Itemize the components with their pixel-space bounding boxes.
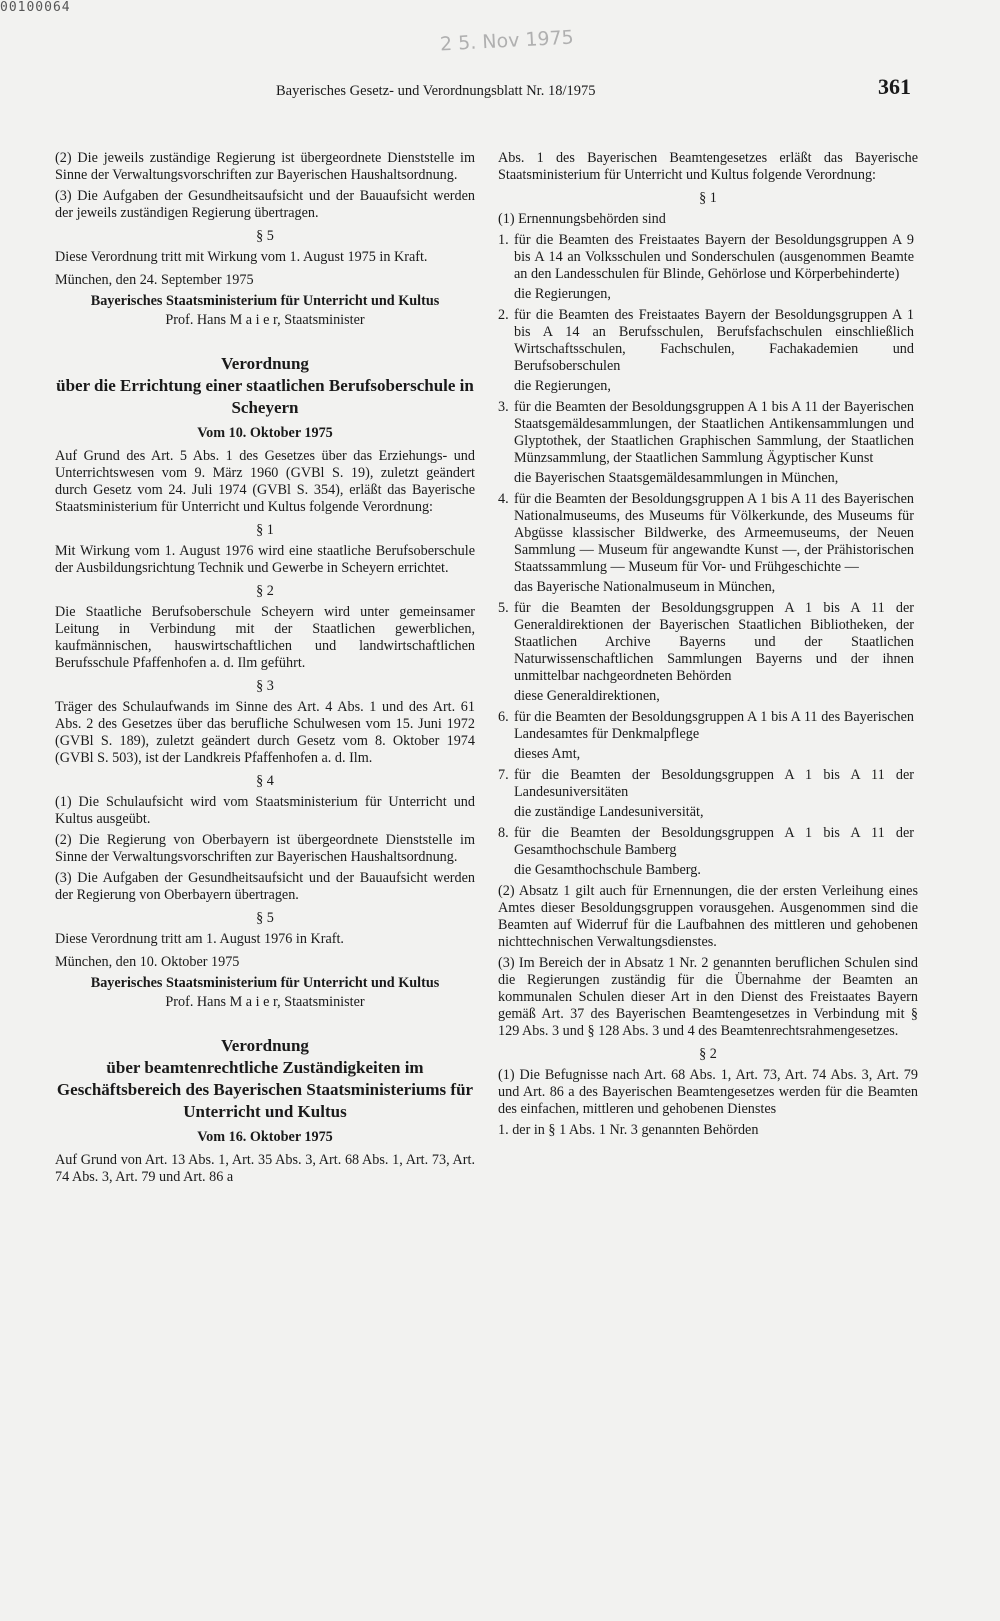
decree-1-section-4-para-3: (3) Die Aufgaben der Gesundheitsaufsicht und der Bauaufsicht werden der Regierung von Oberbayern übertragen. xyxy=(55,870,475,903)
decree-1-signer: Prof. Hans M a i e r, Staatsminister xyxy=(165,994,365,1010)
list-item xyxy=(498,709,918,763)
item-authority: dieses Amt, xyxy=(514,746,581,762)
item-authority: das Bayerische Nationalmuseum in München, xyxy=(514,579,776,595)
decree-1-section-3-text: Träger des Schulaufwands im Sinne des Art. 4 Abs. 1 und des Art. 61 Abs. 2 des Gesetzes über das berufliche Schulwesen vom 15. Juni 1972 (GVBl S. 189), zuletzt geändert durch Gesetz vom 8. Oktober 1974 (GVBl S. 503), ist der Landkreis Pfaffenhofen a. d. Ilm. xyxy=(55,699,475,766)
decree-1-section-2-text: Die Staatliche Berufsoberschule Scheyern wird unter gemeinsamer Leitung in Verbindung mit der Staatlichen gewerblichen, kaufmännischen, hauswirtschaftlichen und landwirtschaftlichen Berufsschule Pfaffenhofen a. d. Ilm geführt. xyxy=(55,604,475,671)
prev-section-5-text: Diese Verordnung tritt mit Wirkung vom 1. August 1975 in Kraft. xyxy=(55,249,428,265)
decree-1-title-line1: Verordnung xyxy=(221,354,309,373)
item-number: 8. xyxy=(498,825,509,841)
item-text: für die Beamten der Besoldungsgruppen A 1 bis A 11 des Bayerischen Landesamtes für Denkmalpflege xyxy=(514,709,914,742)
item-number: 2. xyxy=(498,307,509,323)
decree-1-title xyxy=(55,353,475,419)
item-authority: die Regierungen, xyxy=(514,286,611,302)
list-item xyxy=(498,399,918,487)
page-number: 361 xyxy=(878,74,911,99)
item-number: 3. xyxy=(498,399,509,415)
left-column xyxy=(55,150,475,1190)
prev-signer: Prof. Hans M a i e r, Staatsminister xyxy=(165,312,365,328)
item-number: 5. xyxy=(498,600,509,616)
prev-section-5-heading: § 5 xyxy=(256,228,274,244)
decree-2-preamble: Auf Grund von Art. 13 Abs. 1, Art. 35 Abs. 3, Art. 68 Abs. 1, Art. 73, Art. 74 Abs. 3, Art. 79 und Art. 86 a xyxy=(55,1152,475,1185)
decree-2-section-1-para-2: (2) Absatz 1 gilt auch für Ernennungen, die der ersten Verleihung eines Amtes dieser Besoldungsgruppen vorausgehen. Ausgenommen sind die Beamten auf Widerruf für die Laufbahnen des mittleren und gehobenen nichttechnischen Verwaltungsdienstes. xyxy=(498,883,918,950)
decree-2-section-1-para-3: (3) Im Bereich der in Absatz 1 Nr. 2 genannten beruflichen Schulen sind die Regierungen zuständig für die Übernahme der Beamten an kommunalen Schulen dieser Art in den Dienst des Freistaates Bayern gemäß Art. 37 des Bayerischen Beamtengesetzes in Verbindung mit § 129 Abs. 3 und § 128 Abs. 3 und 4 des Beamtenrechtsrahmengesetzes. xyxy=(498,955,918,1039)
decree-1-preamble: Auf Grund des Art. 5 Abs. 1 des Gesetzes über das Erziehungs- und Unterrichtswesen vom 9. März 1960 (GVBl S. 19), zuletzt geändert durch Gesetz vom 24. Juli 1974 (GVBl S. 354), erläßt das Bayerische Staatsministerium für Unterricht und Kultus folgende Verordnung: xyxy=(55,448,475,515)
item-text: für die Beamten des Freistaates Bayern der Besoldungsgruppen A 9 bis A 14 an Volksschulen und Sonderschulen (ausgenommen Beamte an den Landesschulen für Blinde, Gehörlose und Körperbehinderte) xyxy=(514,232,914,282)
decree-1-section-4-para-1: (1) Die Schulaufsicht wird vom Staatsministerium für Unterricht und Kultus ausgeübt. xyxy=(55,794,475,827)
decree-1-section-4-para-2: (2) Die Regierung von Oberbayern ist übergeordnete Dienststelle im Sinne der Verwaltungsvorschriften zur Bayerischen Haushaltsordnung. xyxy=(55,832,475,865)
list-item xyxy=(498,600,918,705)
decree-2-preamble-continued: Abs. 1 des Bayerischen Beamtengesetzes erläßt das Bayerische Staatsministerium für Unterricht und Kultus folgende Verordnung: xyxy=(498,150,918,183)
page-edge-number: 00100064 xyxy=(0,0,71,15)
list-item xyxy=(498,307,918,395)
item-authority: die Gesamthochschule Bamberg. xyxy=(514,862,701,878)
item-text: für die Beamten des Freistaates Bayern der Besoldungsgruppen A 1 bis A 14 an Berufsschulen, Berufsfachschulen einschließlich Wirtschaftsschulen, Fachschulen, Fachakademien und Berufsoberschulen xyxy=(514,307,914,374)
prev-paragraph-2: (2) Die jeweils zuständige Regierung ist übergeordnete Dienststelle im Sinne der Verwaltungsvorschriften zur Bayerischen Haushaltsordnung. xyxy=(55,150,475,183)
decree-2-section-2-item-1: 1. der in § 1 Abs. 1 Nr. 3 genannten Behörden xyxy=(498,1122,759,1138)
decree-1-place-date: München, den 10. Oktober 1975 xyxy=(55,954,240,970)
item-text: für die Beamten der Besoldungsgruppen A 1 bis A 11 des Bayerischen Nationalmuseums, des Museums für Völkerkunde, des Museums für Abgüsse klassischer Bildwerke, des Armeemuseums, der Neuen Sammlung — Museum für angewandte Kunst —, der Prähistorischen Staatssammlung — Museum für Vor- und Frühgeschichte — xyxy=(514,491,914,575)
decree-1-date: Vom 10. Oktober 1975 xyxy=(197,425,333,441)
item-authority: die Regierungen, xyxy=(514,378,611,394)
item-number: 4. xyxy=(498,491,509,507)
item-authority: die zuständige Landesuniversität, xyxy=(514,804,704,820)
decree-2-section-1-para-1: (1) Ernennungsbehörden sind xyxy=(498,211,666,227)
decree-2-section-1-heading: § 1 xyxy=(699,190,717,206)
decree-2-title xyxy=(55,1035,475,1123)
decree-1-ministry: Bayerisches Staatsministerium für Unterricht und Kultus xyxy=(90,975,440,991)
running-header: Bayerisches Gesetz- und Verordnungsblatt Nr. 18/1975 xyxy=(276,83,596,99)
decree-2-date: Vom 16. Oktober 1975 xyxy=(197,1129,333,1145)
decree-1-section-5-heading: § 5 xyxy=(256,910,274,926)
decree-2-section-2-heading: § 2 xyxy=(699,1046,717,1062)
receipt-stamp: 2 5. Nov 1975 xyxy=(439,26,575,56)
list-item xyxy=(498,491,918,596)
item-text: für die Beamten der Besoldungsgruppen A 1 bis A 11 der Landesuniversitäten xyxy=(514,767,914,800)
item-text: für die Beamten der Besoldungsgruppen A 1 bis A 11 der Generaldirektionen der Bayerischen Staatlichen Bibliotheken, der Staatlichen Archive Bayerns und der Staatlichen Naturwissenschaftlichen Sammlungen Bayerns und der ihnen unmittelbar nachgeordneten Behörden xyxy=(514,600,914,684)
item-number: 7. xyxy=(498,767,509,783)
list-item xyxy=(498,825,918,879)
decree-1-section-5-text: Diese Verordnung tritt am 1. August 1976 in Kraft. xyxy=(55,931,344,947)
appointing-authorities-list xyxy=(498,232,918,879)
item-authority: die Bayerischen Staatsgemäldesammlungen in München, xyxy=(514,470,839,486)
prev-place-date: München, den 24. September 1975 xyxy=(55,272,254,288)
decree-2-section-2-para-1: (1) Die Befugnisse nach Art. 68 Abs. 1, Art. 73, Art. 74 Abs. 3, Art. 79 und Art. 86 a des Bayerischen Beamtengesetzes werden für die Beamten des einfachen, mittleren und gehobenen Dienstes xyxy=(498,1067,918,1117)
decree-2-title-line1: Verordnung xyxy=(221,1036,309,1055)
decree-1-section-3-heading: § 3 xyxy=(256,678,274,694)
right-column xyxy=(498,150,918,1143)
prev-ministry: Bayerisches Staatsministerium für Unterricht und Kultus xyxy=(90,293,440,309)
item-number: 1. xyxy=(498,232,509,248)
decree-1-section-1-text: Mit Wirkung vom 1. August 1976 wird eine staatliche Berufsoberschule der Ausbildungsrichtung Technik und Gewerbe in Scheyern errichtet. xyxy=(55,543,475,576)
decree-1-title-line2: über die Errichtung einer staatlichen Berufsoberschule in Scheyern xyxy=(56,376,474,417)
item-text: für die Beamten der Besoldungsgruppen A 1 bis A 11 der Bayerischen Staatsgemäldesammlungen, der Staatlichen Antikensammlungen und Glyptothek, der Staatlichen Graphischen Sammlung, der Staatlichen Münzsammlung, der Staatlichen Sammlung Ägyptischer Kunst xyxy=(514,399,914,466)
decree-2-title-line2: über beamtenrechtliche Zuständigkeiten im Geschäftsbereich des Bayerischen Staatsministeriums für Unterricht und Kultus xyxy=(56,1058,474,1121)
list-item xyxy=(498,232,918,303)
prev-paragraph-3: (3) Die Aufgaben der Gesundheitsaufsicht und der Bauaufsicht werden der jeweils zuständigen Regierung übertragen. xyxy=(55,188,475,221)
decree-1-section-2-heading: § 2 xyxy=(256,583,274,599)
list-item xyxy=(498,767,918,821)
item-number: 6. xyxy=(498,709,509,725)
decree-1-section-4-heading: § 4 xyxy=(256,773,274,789)
item-text: für die Beamten der Besoldungsgruppen A 1 bis A 11 der Gesamthochschule Bamberg xyxy=(514,825,914,858)
item-authority: diese Generaldirektionen, xyxy=(514,688,660,704)
decree-1-section-1-heading: § 1 xyxy=(256,522,274,538)
